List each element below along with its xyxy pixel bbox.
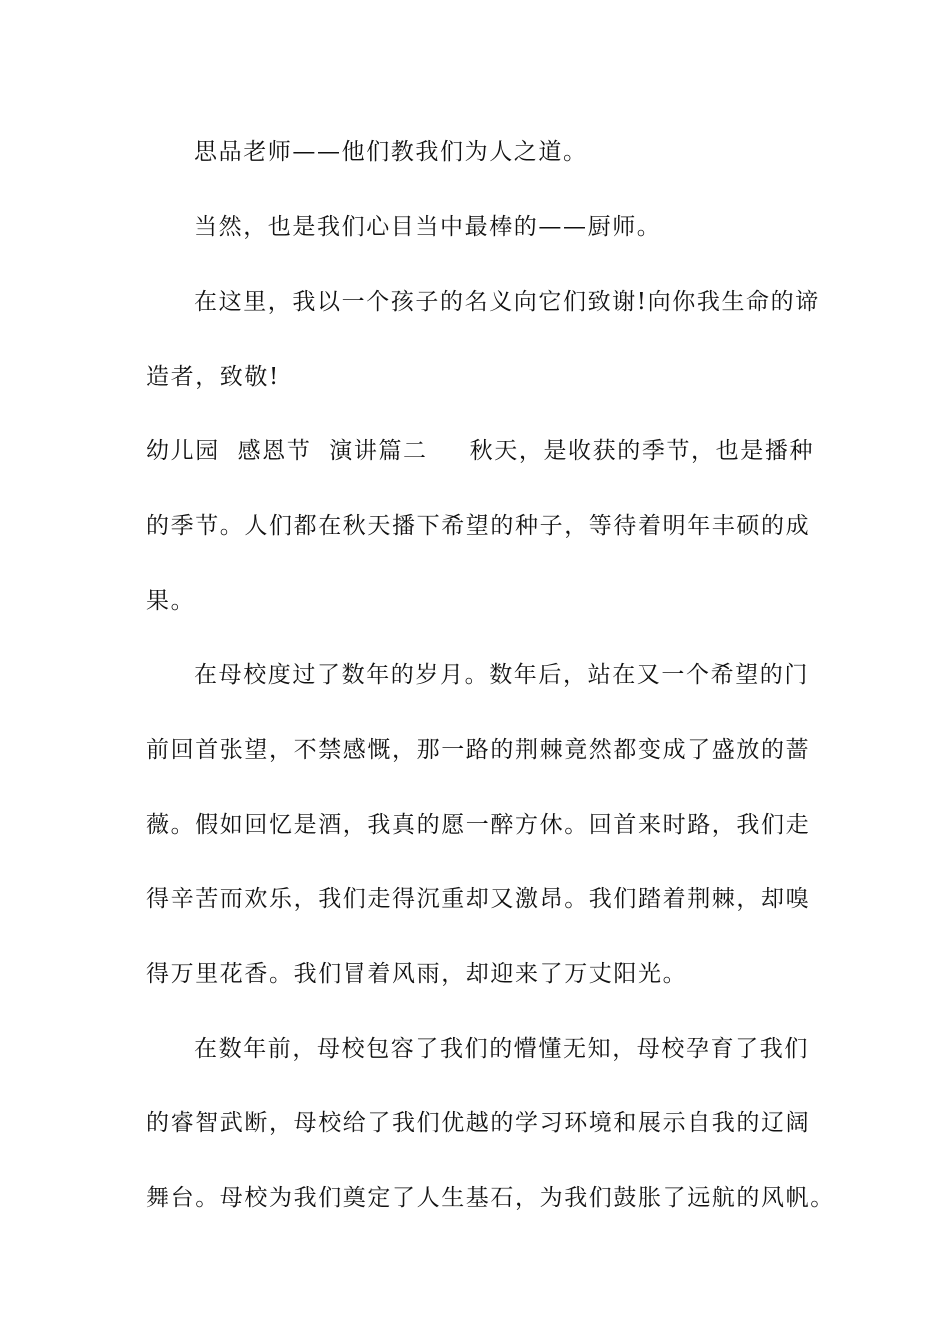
section-heading: 幼儿园 感恩节 演讲篇二 xyxy=(146,438,428,464)
paragraph-line: 得万里花香。我们冒着风雨，却迎来了万丈阳光。 xyxy=(146,961,688,987)
paragraph-line: 果。 xyxy=(146,588,196,614)
paragraph-line: 薇。假如回忆是酒，我真的愿一醉方休。回首来时路，我们走 xyxy=(146,812,811,838)
paragraph-line: 在母校度过了数年的岁月。数年后，站在又一个希望的门 xyxy=(194,662,809,688)
paragraph-line: 的睿智武断，母校给了我们优越的学习环境和展示自我的辽阔 xyxy=(146,1110,811,1136)
section-heading-line xyxy=(146,436,836,466)
paragraph-line: 舞台。母校为我们奠定了人生基石，为我们鼓胀了远航的风帆。 xyxy=(146,1185,835,1211)
paragraph-line: 得辛苦而欢乐，我们走得沉重却又激昂。我们踏着荆棘，却嗅 xyxy=(146,886,811,912)
paragraph-line: 造者，致敬! xyxy=(146,364,280,390)
paragraph-line: 在数年前，母校包容了我们的懵懂无知，母校孕育了我们 xyxy=(194,1036,809,1062)
paragraph-line: 思品老师——他们教我们为人之道。 xyxy=(194,139,588,165)
paragraph-line: 前回首张望，不禁感慨，那一路的荆棘竟然都变成了盛放的蔷 xyxy=(146,737,811,763)
paragraph-line: 在这里，我以一个孩子的名义向它们致谢!向你我生命的谛 xyxy=(194,289,820,315)
paragraph-line: 的季节。人们都在秋天播下希望的种子，等待着明年丰硕的成 xyxy=(146,513,811,539)
paragraph-line: 当然，也是我们心目当中最棒的——厨师。 xyxy=(194,214,662,240)
paragraph-text: 秋天，是收获的季节，也是播种 xyxy=(469,438,815,464)
